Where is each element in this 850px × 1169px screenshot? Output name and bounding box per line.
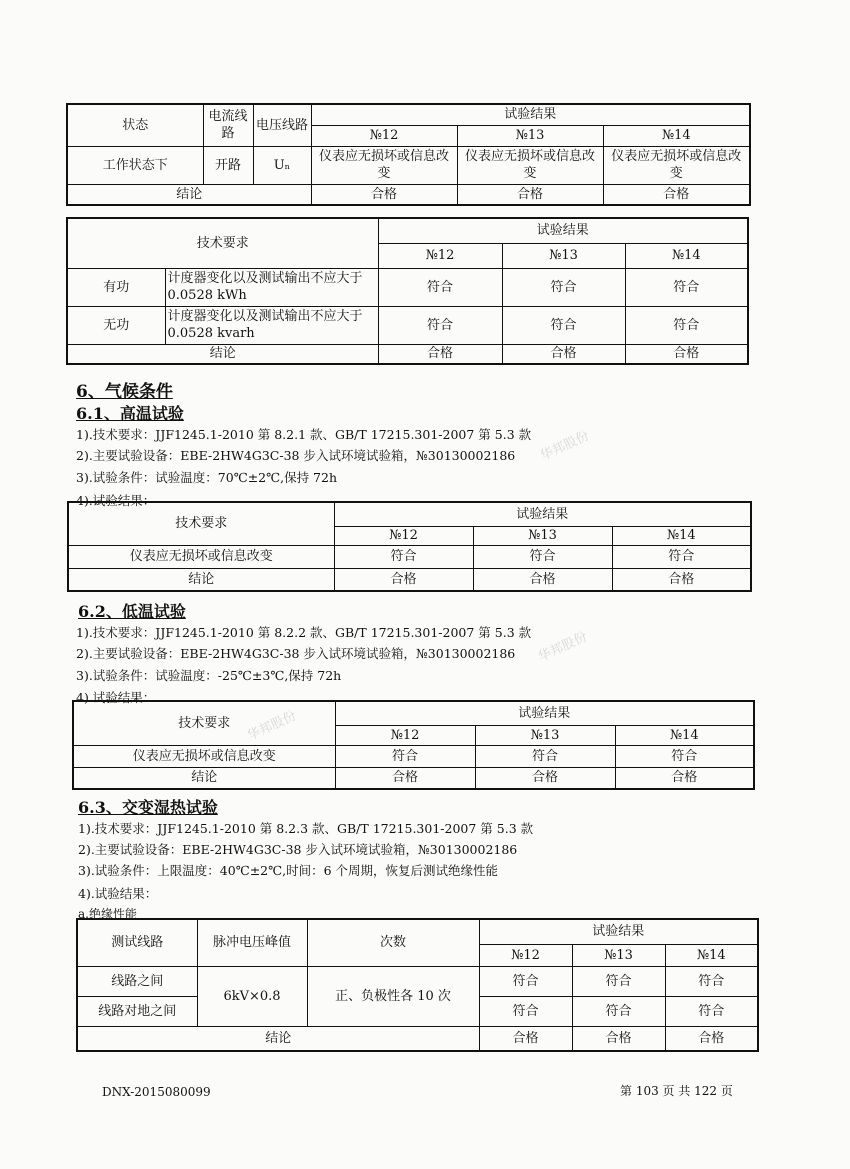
conclusion-cell: 合格	[572, 1026, 665, 1051]
conclusion-cell: 合格	[612, 568, 751, 591]
header-sample: №14	[615, 725, 754, 745]
table-high-temp	[67, 501, 752, 592]
result-cell: 符合	[335, 745, 475, 767]
page-number: 第 103 页 共 122 页	[620, 1084, 733, 1098]
conclusion-cell: 合格	[475, 767, 615, 789]
row-label: 工作状态下	[67, 146, 203, 184]
conclusion-cell: 合格	[334, 568, 473, 591]
result-cell: 符合	[625, 268, 748, 306]
table-insulation	[76, 918, 759, 1052]
text-line: 3).试验条件：试验温度：-25℃±3℃,保持 72h	[76, 668, 342, 683]
header-sample: №14	[603, 125, 750, 146]
header-tech-req: 技术要求	[67, 218, 378, 268]
result-cell: 仪表应无损坏或信息改变	[311, 146, 457, 184]
header-sample: №12	[479, 944, 572, 966]
result-cell: 仪表应无损坏或信息改变	[457, 146, 603, 184]
conclusion-cell: 合格	[378, 344, 502, 364]
header-results: 试验结果	[335, 701, 754, 725]
text-line: 3).试验条件：上限温度：40℃±2℃,时间：6 个周期，恢复后测试绝缘性能	[78, 863, 499, 878]
conclusion-cell: 合格	[603, 184, 750, 205]
result-cell: 符合	[665, 966, 758, 996]
header-results: 试验结果	[311, 104, 750, 125]
text-line: 4).试验结果：	[76, 493, 156, 508]
row-label: 仪表应无损坏或信息改变	[73, 745, 335, 767]
header-sample: №12	[335, 725, 475, 745]
text-line: 1).技术要求：JJF1245.1-2010 第 8.2.2 款、GB/T 17215.301-2007 第 5.3 款	[76, 625, 532, 640]
table-energy-register	[66, 217, 749, 365]
header-sample: №12	[334, 526, 473, 545]
header-current-circuit: 电流线路	[203, 104, 253, 146]
conclusion-cell: 合格	[479, 1026, 572, 1051]
row-label: 无功	[67, 306, 165, 344]
conclusion-cell: 合格	[335, 767, 475, 789]
header-sample: №13	[457, 125, 603, 146]
result-cell: 符合	[378, 306, 502, 344]
header-times: 次数	[307, 919, 479, 966]
result-cell: 符合	[475, 745, 615, 767]
header-sample: №14	[625, 243, 748, 268]
conclusion-label: 结论	[68, 568, 334, 591]
conclusion-label: 结论	[67, 184, 311, 205]
result-cell: 仪表应无损坏或信息改变	[603, 146, 750, 184]
text-line: 1).技术要求：JJF1245.1-2010 第 8.2.1 款、GB/T 17215.301-2007 第 5.3 款	[76, 427, 532, 442]
watermark-text: 华邦股份	[536, 629, 590, 666]
conclusion-cell: 合格	[311, 184, 457, 205]
section-6-3-title: 6.3、交变湿热试验	[78, 798, 218, 817]
header-sample: №12	[311, 125, 457, 146]
header-sample: №12	[378, 243, 502, 268]
result-cell: 符合	[572, 966, 665, 996]
conclusion-cell: 合格	[457, 184, 603, 205]
result-cell: 符合	[625, 306, 748, 344]
result-cell: 符合	[615, 745, 754, 767]
row-label: 有功	[67, 268, 165, 306]
result-cell: 符合	[502, 268, 625, 306]
row-label: 线路对地之间	[77, 996, 197, 1026]
table-low-temp	[72, 700, 755, 790]
header-sample: №13	[502, 243, 625, 268]
conclusion-cell: 合格	[665, 1026, 758, 1051]
watermark-text: 华邦股份	[538, 428, 592, 465]
header-sample: №14	[612, 526, 751, 545]
conclusion-cell: 合格	[502, 344, 625, 364]
header-sample: №13	[572, 944, 665, 966]
header-tech-req: 技术要求	[73, 701, 335, 745]
header-status: 状态	[67, 104, 203, 146]
result-cell: 符合	[612, 545, 751, 568]
text-line: 4).试验结果：	[76, 690, 156, 705]
result-cell: 符合	[479, 966, 572, 996]
conclusion-label: 结论	[67, 344, 378, 364]
times-value: 正、负极性各 10 次	[307, 966, 479, 1026]
text-line: 2).主要试验设备：EBE-2HW4G3C-38 步入试环境试验箱，№30130002186	[78, 842, 518, 857]
section-6-title: 6、气候条件	[76, 382, 173, 402]
result-cell: 符合	[502, 306, 625, 344]
header-sample: №13	[475, 725, 615, 745]
section-6-2-title: 6.2、低温试验	[78, 602, 186, 621]
header-sample: №14	[665, 944, 758, 966]
table-working-state	[66, 103, 751, 206]
row-voltage: Uₙ	[253, 146, 311, 184]
header-results: 试验结果	[378, 218, 748, 243]
header-tech-req: 技术要求	[68, 502, 334, 545]
text-line: 4).试验结果：	[78, 886, 158, 901]
result-cell: 符合	[334, 545, 473, 568]
conclusion-label: 结论	[77, 1026, 479, 1051]
result-cell: 符合	[473, 545, 612, 568]
header-results: 试验结果	[479, 919, 758, 944]
header-circuit: 测试线路	[77, 919, 197, 966]
row-requirement: 计度器变化以及测试输出不应大于 0.0528 kWh	[165, 268, 378, 306]
header-results: 试验结果	[334, 502, 751, 526]
text-line: 2).主要试验设备：EBE-2HW4G3C-38 步入试环境试验箱，№30130002186	[76, 448, 516, 463]
row-current: 开路	[203, 146, 253, 184]
watermark-text: 华邦股份	[245, 708, 299, 745]
peak-value: 6kV×0.8	[197, 966, 307, 1026]
document-number: DNX-2015080099	[102, 1085, 211, 1099]
row-label: 线路之间	[77, 966, 197, 996]
result-cell: 符合	[572, 996, 665, 1026]
text-line: 1).技术要求：JJF1245.1-2010 第 8.2.3 款、GB/T 17215.301-2007 第 5.3 款	[78, 821, 534, 836]
result-cell: 符合	[665, 996, 758, 1026]
conclusion-label: 结论	[73, 767, 335, 789]
text-line: 3).试验条件：试验温度：70℃±2℃,保持 72h	[76, 470, 338, 485]
conclusion-cell: 合格	[625, 344, 748, 364]
header-peak: 脉冲电压峰值	[197, 919, 307, 966]
text-line: 2).主要试验设备：EBE-2HW4G3C-38 步入试环境试验箱，№30130002186	[76, 646, 516, 661]
row-label: 仪表应无损坏或信息改变	[68, 545, 334, 568]
text-line: a.绝缘性能	[78, 907, 137, 921]
conclusion-cell: 合格	[615, 767, 754, 789]
header-voltage-circuit: 电压线路	[253, 104, 311, 146]
row-requirement: 计度器变化以及测试输出不应大于 0.0528 kvarh	[165, 306, 378, 344]
section-6-1-title: 6.1、高温试验	[76, 404, 184, 423]
conclusion-cell: 合格	[473, 568, 612, 591]
header-sample: №13	[473, 526, 612, 545]
result-cell: 符合	[378, 268, 502, 306]
result-cell: 符合	[479, 996, 572, 1026]
